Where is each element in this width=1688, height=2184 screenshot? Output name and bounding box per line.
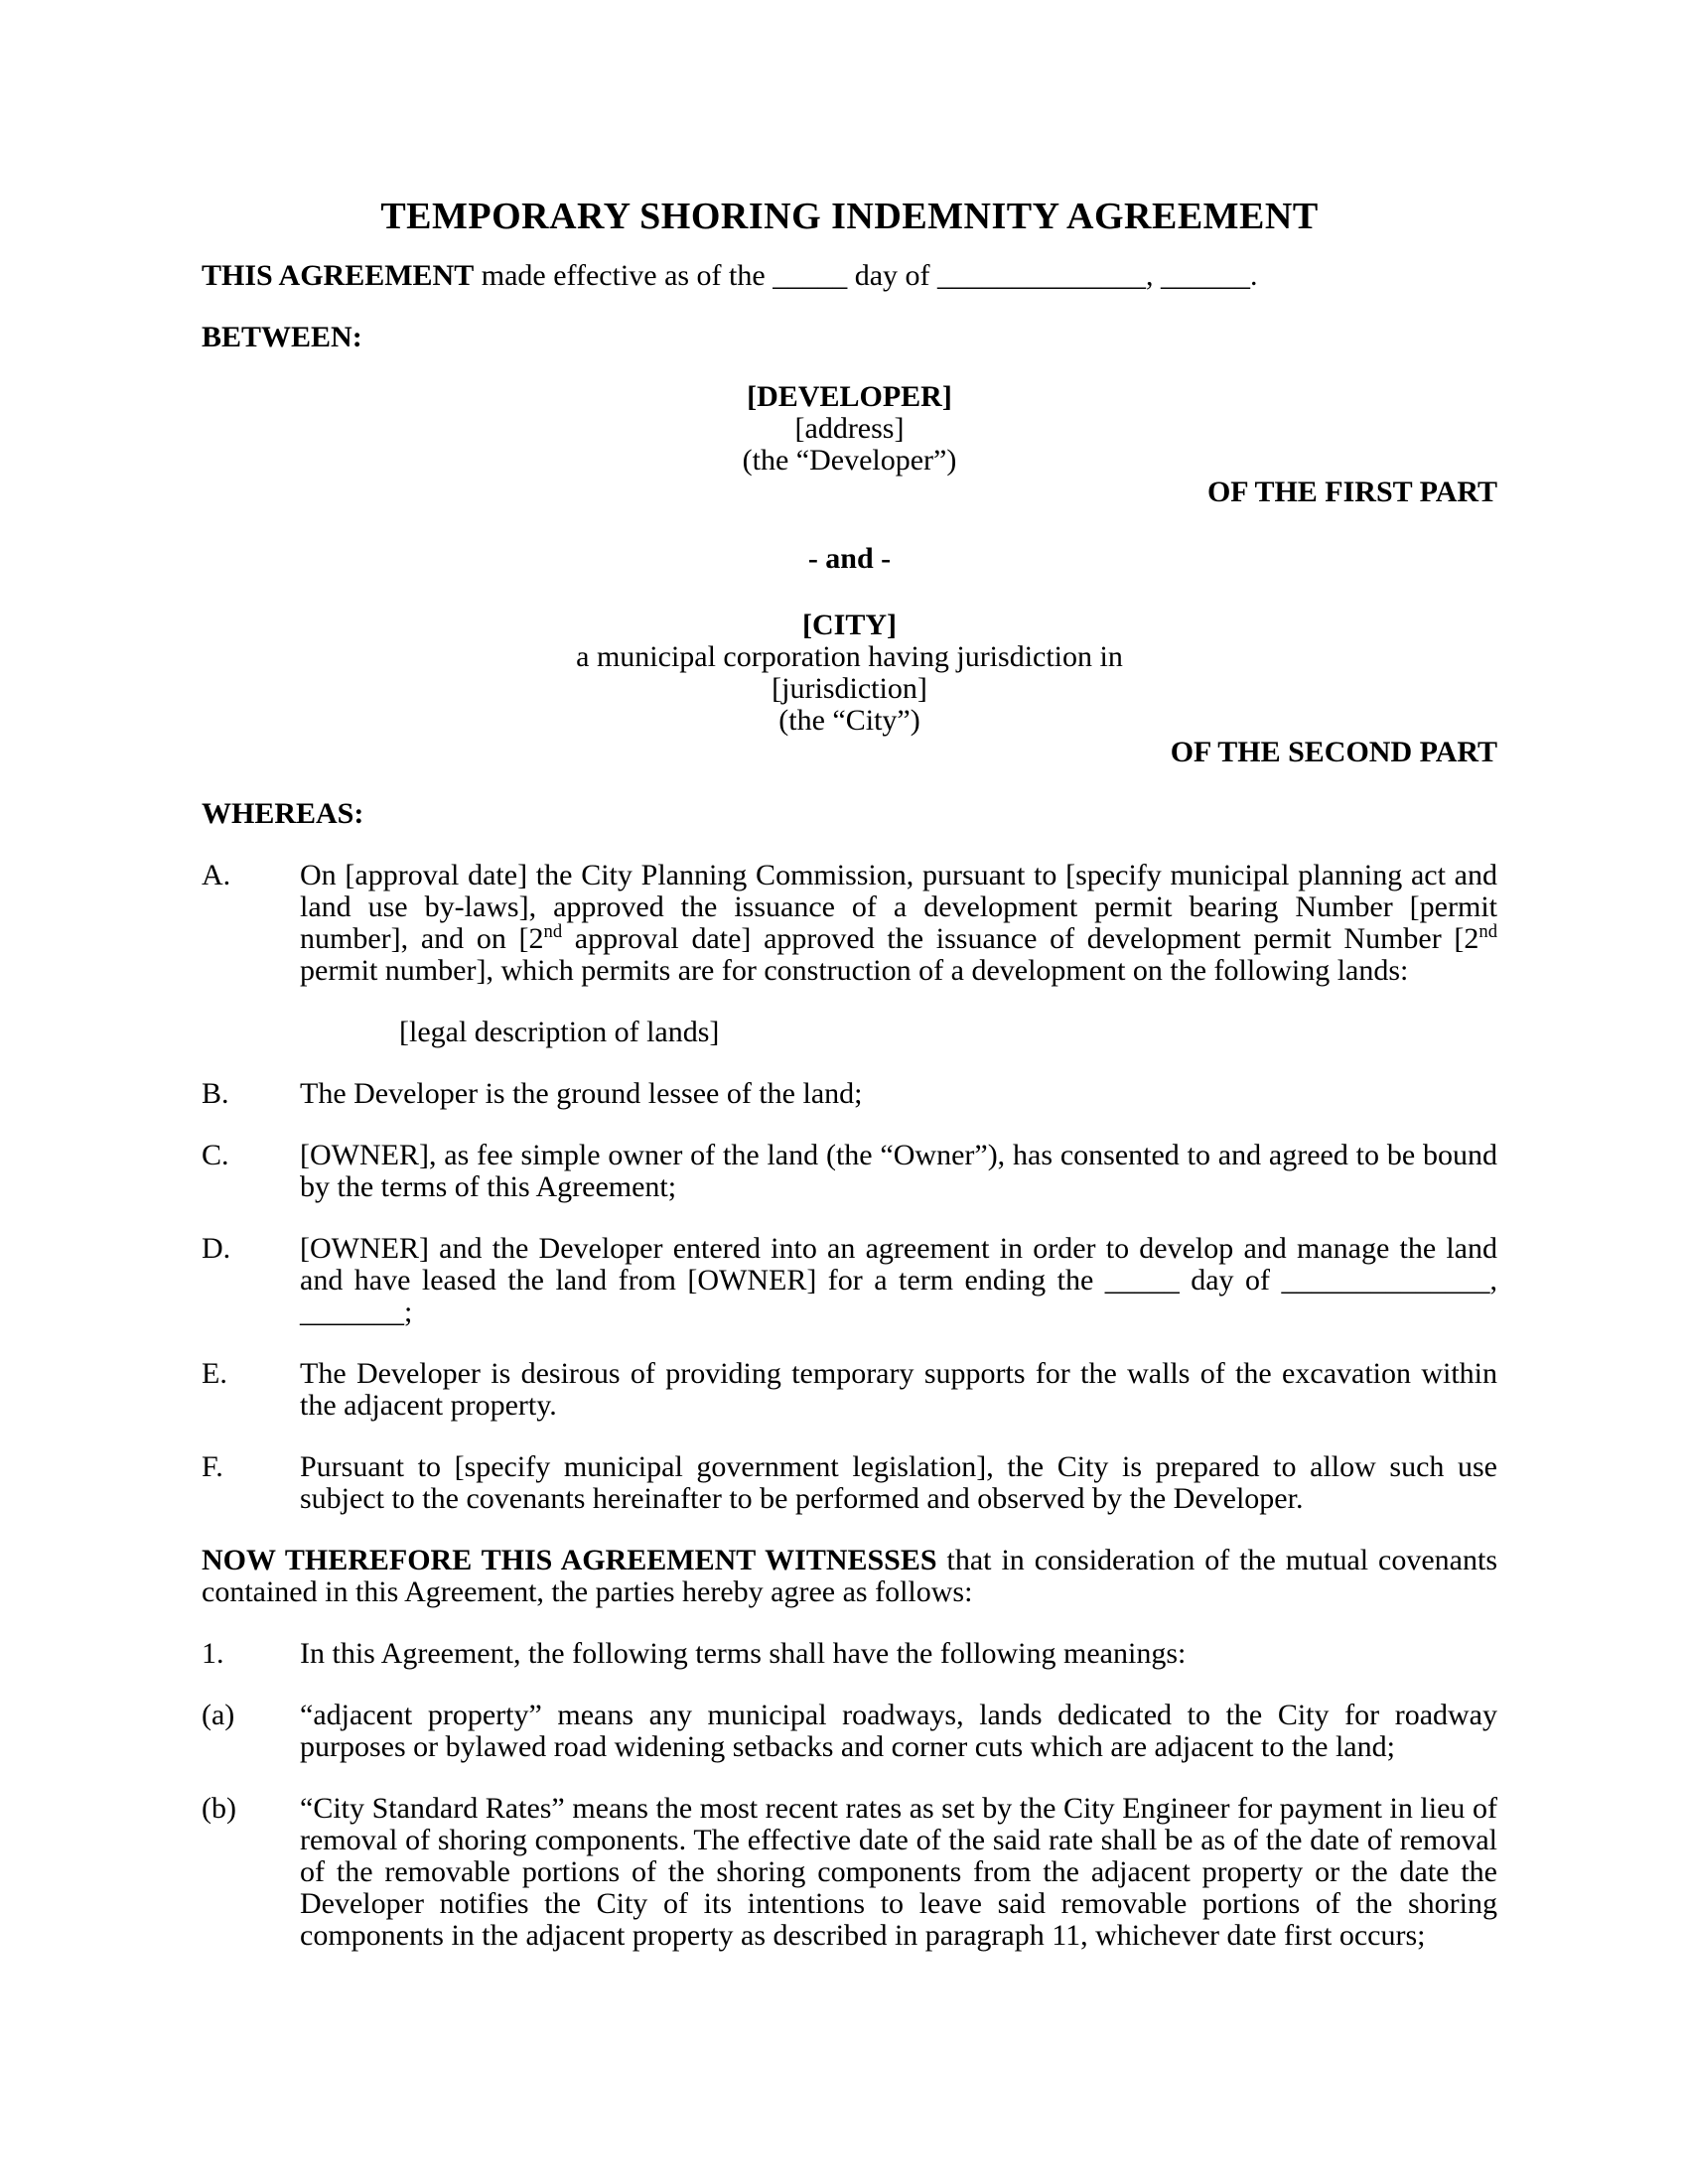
recital-a-text: On [approval date] the City Planning Commission, pursuant to [specify municipal planning act and land use by-laws], approved the issuance of a development permit bearing Number [permit number], and on [2nd approval date] approved the issuance of development permit Number [2nd permit number], which permits are for construction of a development on the following lands: — [300, 859, 1497, 987]
now-therefore-bold: NOW THEREFORE THIS AGREEMENT WITNESSES — [202, 1544, 937, 1576]
definition-b-text: “City Standard Rates” means the most recent rates as set by the City Engineer for payment in lieu of removal of shoring components. The effective date of the said rate shall be as of the date of removal of the removable portions of the shoring components from the adjacent property or the date the Developer notifies the City of its intentions to leave said removable portions of the shoring components in the adjacent property as described in paragraph 11, whichever date first occurs; — [300, 1792, 1497, 1952]
recital-f-text: Pursuant to [specify municipal government legislation], the City is prepared to allow such use subject to the covenants hereinafter to be performed and observed by the Developer. — [300, 1450, 1497, 1515]
second-party-descriptor: a municipal corporation having jurisdiction in — [576, 640, 1123, 673]
first-party-name: [DEVELOPER] — [747, 380, 952, 413]
recital-f — [202, 1451, 1497, 1515]
clause-1-label: 1. — [202, 1637, 224, 1670]
recital-c-text: [OWNER], as fee simple owner of the land (the “Owner”), has consented to and agreed to be bound by the terms of this Agreement; — [300, 1139, 1497, 1203]
recital-a — [202, 860, 1497, 987]
recital-c-label: C. — [202, 1139, 229, 1171]
second-party-alias: (the “City”) — [778, 704, 920, 737]
document-title: TEMPORARY SHORING INDEMNITY AGREEMENT — [380, 196, 1319, 237]
recital-b-text: The Developer is the ground lessee of the land; — [300, 1077, 863, 1110]
recital-c — [202, 1140, 1497, 1203]
recital-d — [202, 1233, 1497, 1328]
recital-e-label: E. — [202, 1357, 227, 1390]
intro-text: made effective as of the _____ day of ______________, ______. — [474, 259, 1258, 292]
second-party-jurisdiction: [jurisdiction] — [772, 672, 927, 705]
recital-b — [202, 1078, 1497, 1110]
clause-1-text: In this Agreement, the following terms shall have the following meanings: — [300, 1637, 1187, 1670]
recital-b-label: B. — [202, 1077, 229, 1110]
recital-d-text: [OWNER] and the Developer entered into an agreement in order to develop and manage the land and have leased the land from [OWNER] for a term ending the _____ day of ______________, _______; — [300, 1232, 1497, 1328]
intro-paragraph — [202, 260, 1497, 292]
second-party-block — [202, 610, 1497, 737]
intro-lead-bold: THIS AGREEMENT — [202, 259, 475, 292]
definition-a-text: “adjacent property” means any municipal roadways, lands dedicated to the City for roadway purposes or bylawed road widening setbacks and corner cuts which are adjacent to the land; — [300, 1699, 1497, 1763]
recital-f-label: F. — [202, 1450, 223, 1483]
definition-b — [202, 1793, 1497, 1952]
recital-e — [202, 1358, 1497, 1422]
and-separator: - and - — [807, 542, 892, 575]
recital-e-text: The Developer is desirous of providing temporary supports for the walls of the excavation within the adjacent property. — [300, 1357, 1497, 1422]
definition-b-label: (b) — [202, 1792, 236, 1825]
legal-description: [legal description of lands] — [399, 1016, 720, 1048]
whereas-label: WHEREAS: — [202, 797, 364, 830]
definition-a-label: (a) — [202, 1699, 235, 1731]
first-party-block — [202, 381, 1497, 477]
recital-a-label: A. — [202, 859, 231, 891]
now-therefore-text: that in consideration of the mutual covenants contained in this Agreement, the parties hereby agree as follows: — [202, 1544, 1498, 1608]
first-part-label: OF THE FIRST PART — [1206, 476, 1497, 508]
first-party-address: [address] — [794, 412, 905, 445]
first-party-alias: (the “Developer”) — [742, 444, 957, 477]
second-party-name: [CITY] — [802, 609, 897, 641]
second-part-label: OF THE SECOND PART — [1170, 736, 1497, 768]
definition-a — [202, 1700, 1497, 1763]
recital-d-label: D. — [202, 1232, 231, 1265]
clause-1 — [202, 1638, 1497, 1670]
now-therefore-paragraph — [202, 1545, 1497, 1608]
between-label: BETWEEN: — [202, 321, 362, 353]
